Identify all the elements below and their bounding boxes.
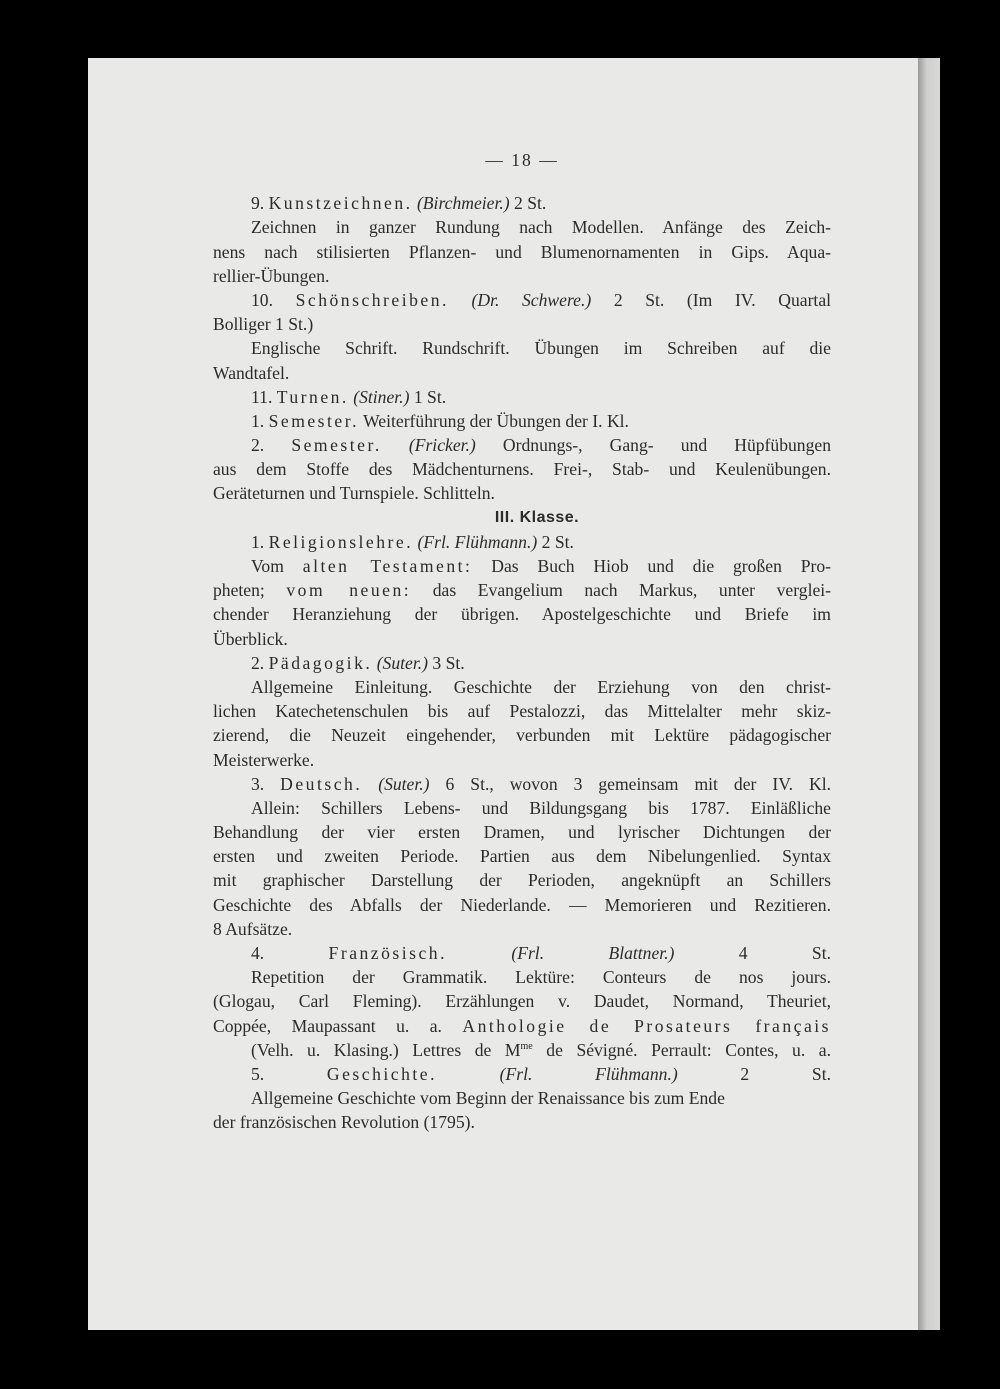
subject-title: Semester.: [268, 410, 360, 431]
line-number: 5.: [251, 1063, 327, 1084]
line-number: 1.: [251, 410, 269, 431]
text-line: [213, 772, 831, 796]
subject-title: Anthologie de Prosateurs français: [462, 1015, 832, 1036]
teacher-name: (Suter.): [378, 773, 430, 794]
line-number: pheten;: [213, 580, 287, 601]
teacher-name: (Fricker.): [408, 435, 476, 456]
subject-title: Schönschreiben.: [295, 289, 449, 310]
text-line: Englische Schrift. Rundschrift. Übungen im Schreiben auf die: [251, 338, 831, 359]
text-line: Repetition der Grammatik. Lektüre: Conteurs de nos jours.: [251, 967, 831, 988]
line-text: 1 St.: [413, 386, 447, 407]
text-line: Geschichte des Abfalls der Niederlande. — Memorieren und Rezitieren.: [213, 894, 831, 915]
text-line: Bolliger 1 St.): [213, 314, 314, 335]
subject-title: Französisch.: [328, 943, 447, 964]
teacher-name: (Frl. Blattner.): [511, 943, 675, 964]
line-number: 11.: [251, 386, 277, 407]
line-text: 6 St., wovon 3 gemeinsam mit der IV. Kl.: [445, 773, 831, 794]
text-line: mit graphischer Darstellung der Perioden, angeknüpft an Schillers: [213, 870, 831, 891]
line-text: 4 St.: [738, 943, 831, 964]
line-text: das Evangelium nach Markus, unter verglei-: [432, 580, 832, 601]
text-line: [213, 433, 831, 457]
subject-title: Semester.: [291, 435, 382, 456]
text-line: [213, 385, 831, 409]
text-line: ersten und zweiten Periode. Partien aus dem Nibelungenlied. Syntax: [213, 846, 831, 867]
line-number: (Velh. u. Klasing.) Lettres de M: [251, 1039, 521, 1060]
line-number: 9.: [251, 193, 269, 214]
line-number: 1.: [251, 531, 269, 552]
text-line: Geräteturnen und Turnspiele. Schlitteln.: [213, 483, 495, 504]
subject-title: Turnen.: [276, 386, 349, 407]
line-text: 2 St.: [740, 1063, 831, 1084]
text-line: Meisterwerke.: [213, 749, 315, 770]
page-number: — 18 —: [485, 150, 559, 170]
line-text: 2 St. (Im IV. Quartal: [613, 289, 832, 310]
line-number: 10.: [251, 289, 296, 310]
text-line: [213, 554, 831, 578]
line-text: de Sévigné. Perrault: Contes, u. a.: [532, 1039, 831, 1060]
text-line: nens nach stilisierten Pflanzen- und Blumenornamenten in Gips. Aqua-: [213, 241, 831, 262]
text-line: [213, 578, 831, 602]
line-number: 2.: [251, 652, 269, 673]
teacher-name: (Frl. Flühmann.): [499, 1063, 678, 1084]
line-number: 4.: [251, 943, 329, 964]
subject-title: alten Testament:: [302, 556, 473, 577]
text-line: Zeichnen in ganzer Rundung nach Modellen. Anfänge des Zeich-: [251, 217, 831, 238]
teacher-name: (Suter.): [376, 652, 428, 673]
text-line: 8 Aufsätze.: [213, 918, 293, 939]
text-line: Behandlung der vier ersten Dramen, und lyrischer Dichtungen der: [213, 822, 831, 843]
subject-title: Religionslehre.: [268, 531, 414, 552]
line-text: Ordnungs-, Gang- und Hüpfübungen: [502, 435, 832, 456]
text-line: [213, 409, 831, 433]
text-line: Allgemeine Geschichte vom Beginn der Renaissance bis zum Ende: [251, 1088, 725, 1109]
text-line: der französischen Revolution (1795).: [213, 1112, 475, 1133]
line-text: Das Buch Hiob und die großen Pro-: [491, 556, 831, 577]
subject-title: Deutsch.: [280, 773, 363, 794]
text-lines: [213, 191, 831, 1134]
text-line: rellier-Übungen.: [213, 265, 330, 286]
text-line: [213, 1062, 831, 1086]
text-line: [213, 1014, 831, 1038]
text-line: [213, 941, 831, 965]
text-line: (Glogau, Carl Fleming). Erzählungen v. Daudet, Normand, Theuriet,: [213, 991, 831, 1012]
subject-title: vom neuen:: [286, 580, 412, 601]
text-line: lichen Katechetenschulen bis auf Pestalozzi, das Mittelalter mehr skiz-: [213, 701, 831, 722]
superscript: me: [520, 1040, 533, 1052]
teacher-name: (Dr. Schwere.): [471, 289, 592, 310]
text-line: Wandtafel.: [213, 362, 290, 383]
text-line: aus dem Stoffe des Mädchenturnens. Frei-, Stab- und Keulenübungen.: [213, 459, 831, 480]
teacher-name: (Birchmeier.): [416, 193, 510, 214]
line-text: 2 St.: [514, 193, 547, 214]
text-line: Allgemeine Einleitung. Geschichte der Erziehung von den christ-: [251, 676, 831, 697]
line-number: Vom: [251, 556, 303, 577]
page-text: [213, 148, 831, 1135]
text-line: Überblick.: [213, 628, 288, 649]
text-line: [213, 288, 831, 312]
text-line: zierend, die Neuzeit eingehender, verbunden mit Lektüre pädagogischer: [213, 725, 831, 746]
teacher-name: (Stiner.): [353, 386, 410, 407]
section-heading: III. Klasse.: [494, 508, 580, 526]
text-line: [213, 651, 831, 675]
line-text: Weiterführung der Übungen der I. Kl.: [363, 410, 629, 431]
teacher-name: (Frl. Flühmann.): [417, 531, 538, 552]
line-number: 2.: [251, 435, 292, 456]
line-text: 2 St.: [541, 531, 574, 552]
text-line: [213, 530, 831, 554]
text-line: Allein: Schillers Lebens- und Bildungsgang bis 1787. Einläßliche: [251, 797, 831, 818]
text-line: chender Heranziehung der übrigen. Apostelgeschichte und Briefe im: [213, 604, 831, 625]
line-number: 3.: [251, 773, 281, 794]
subject-title: Geschichte.: [326, 1063, 437, 1084]
subject-title: Pädagogik.: [268, 652, 373, 673]
page-edge: [918, 58, 940, 1330]
line-text: 3 St.: [432, 652, 465, 673]
subject-title: Kunstzeichnen.: [268, 193, 413, 214]
text-line: [213, 1038, 831, 1062]
text-line: [213, 191, 831, 215]
line-number: Coppée, Maupassant u. a.: [213, 1015, 463, 1036]
